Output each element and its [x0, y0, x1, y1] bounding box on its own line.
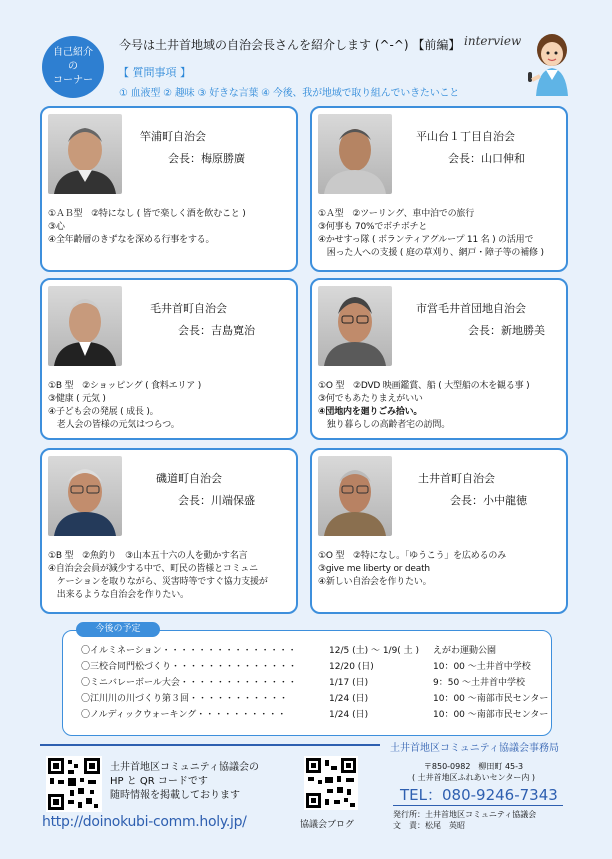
office-name: 土井首地区コミュニティ協議会事務局 [390, 743, 559, 754]
answers [48, 550, 268, 602]
answer-line: ①B 型 ②ショッピング ( 食料エリア ) [48, 381, 202, 391]
schedule-date: 12/5 (土) ～ 1/9( 土 ) [329, 646, 420, 656]
schedule-detail: えがわ運動公園 [433, 646, 497, 656]
telephone-number: TEL：080-9246-7343 [400, 786, 558, 804]
answer-line: ③give me liberty or death [318, 564, 430, 574]
answers [318, 380, 529, 432]
schedule-event: 〇ノルディックウォーキング・・・・・・・・・・ [81, 710, 287, 720]
schedule-date: 1/24 (日) [329, 694, 369, 704]
association-name: 市営毛井首団地自治会 [416, 302, 526, 315]
info-line: 土井首地区コミュニティ協議会の [110, 762, 259, 773]
qr-code-homepage[interactable] [46, 756, 102, 812]
badge-line-1: 自己紹介 [53, 47, 93, 58]
badge-line-2: の [68, 61, 78, 72]
schedule-detail: 10：00 ～南部市民センター [433, 710, 549, 720]
answer-line: ①O 型 ②DVD 映画鑑賞、船 ( 大型船の木を観る事 ) [318, 381, 530, 391]
badge-line-3: コーナー [53, 75, 93, 86]
chairperson: 会長：吉島寛治 [178, 324, 255, 337]
info-line: 随時情報を掲載しております [110, 790, 240, 801]
association-name: 毛井首町自治会 [150, 302, 227, 315]
answers [318, 208, 544, 260]
schedule-box [62, 630, 552, 736]
schedule-date: 1/17 (日) [329, 678, 369, 688]
answer-line: ③何事も 70%でボチボチと [318, 222, 428, 232]
answer-line: ④新しい自治会を作りたい。 [318, 577, 432, 587]
schedule-event: 〇イルミネーション・・・・・・・・・・・・・・・ [81, 646, 297, 656]
answer-line: ④団地内を廻りごみ拾い。 [318, 407, 423, 417]
answers [48, 380, 201, 432]
answer-line: ①B 型 ②魚釣り ③山本五十六の人を動かす名言 [48, 551, 248, 561]
interviewer-illustration [520, 30, 580, 96]
answer-line: ④自治会会員が減少する中で、町民の皆様とコミュニ [48, 564, 258, 574]
questions-title: 【 質問事項 】 [118, 66, 191, 79]
answer-line: ③健康 ( 元気 ) [48, 394, 106, 404]
association-name: 竿浦町自治会 [140, 130, 206, 143]
portrait-photo [48, 286, 122, 366]
answer-line: ④子ども会の発展 ( 成長 )。 [48, 407, 159, 417]
chairperson: 会長：川端保盛 [178, 494, 255, 507]
answer-line: 出来るような自治会を作りたい。 [48, 590, 189, 600]
answer-line: ①Ａ型 ②ツーリング、車中泊での旅行 [318, 209, 474, 219]
answer-line: ④かせすっ隊 ( ボランティアグループ 11 名 ) の活用で [318, 235, 534, 245]
association-name: 平山台１丁目自治会 [416, 130, 515, 143]
portrait-photo [318, 456, 392, 536]
schedule-event: 〇ミニバレーボール大会・・・・・・・・・・・・・ [81, 678, 297, 688]
footer-divider [40, 744, 380, 746]
chairperson: 会長：梅原勝廣 [168, 152, 245, 165]
schedule-date: 12/20 (日) [329, 662, 374, 672]
profile-card-4 [310, 278, 568, 440]
answer-line: ③心 [48, 222, 65, 232]
publisher-info [393, 805, 563, 831]
answers [318, 550, 506, 589]
answer-line: ケーションを取りながら、災害時等ですぐ協力支援が [48, 577, 268, 587]
chairperson: 会長：小中龍徳 [450, 494, 527, 507]
office-address [412, 761, 535, 783]
corner-badge [42, 36, 104, 98]
answer-line: ①ＡＢ型 ②特になし ( 皆で楽しく酒を飲むこと ) [48, 209, 246, 219]
portrait-photo [318, 286, 392, 366]
schedule-date: 1/24 (日) [329, 710, 369, 720]
schedule-dates [329, 643, 419, 723]
schedule-detail: 10：00 ～土井首中学校 [433, 662, 531, 672]
interview-label: interview [464, 34, 522, 48]
portrait-photo [48, 456, 122, 536]
schedule-detail: 9：50 ～土井首中学校 [433, 678, 526, 688]
schedule-events [81, 643, 297, 723]
portrait-photo [48, 114, 122, 194]
questions-list: ① 血液型 ② 趣味 ③ 好きな言葉 ④ 今後、我が地域で取り組んでいきたいこと [119, 88, 460, 99]
profile-card-5 [40, 448, 298, 614]
schedule-event: 〇江川川の川づくり第３回・・・・・・・・・・・ [81, 694, 289, 704]
portrait-photo [318, 114, 392, 194]
profile-card-1 [40, 106, 298, 272]
answer-line: 老人会の皆様の元気はつらつ。 [48, 420, 180, 430]
publisher-line: 発行所：土井首地区コミュニティ協議会 [393, 810, 537, 819]
page-headline: 今号は土井首地域の自治会長さんを紹介します (^-^) 【前編】 [119, 38, 461, 52]
schedule-title: 今後の予定 [76, 622, 160, 637]
address-line: 〒850-0982 柳田町 45-3 [423, 762, 524, 771]
schedule-event: 〇三校合同門松づくり・・・・・・・・・・・・・・ [81, 662, 298, 672]
homepage-info [110, 761, 259, 803]
profile-card-6 [310, 448, 568, 614]
publisher-line: 文 責：松尾 英昭 [393, 821, 465, 830]
schedule-detail: 10：00 ～南部市民センター [433, 694, 549, 704]
answer-line: 困った人への支援 ( 庭の草刈り、網戸・障子等の補修 ) [318, 248, 544, 258]
chairperson: 会長：新地勝美 [468, 324, 545, 337]
answer-line: ④全年齢層のきずなを深める行事をする。 [48, 235, 215, 245]
answers [48, 208, 246, 247]
address-line: ( 土井首地区ふれあいセンター内 ) [412, 773, 536, 782]
homepage-url-link[interactable]: http://doinokubi-comm.holy.jp/ [42, 814, 247, 830]
schedule-details [433, 643, 548, 723]
association-name: 土井首町自治会 [418, 472, 495, 485]
chairperson: 会長：山口伸和 [448, 152, 525, 165]
profile-card-3 [40, 278, 298, 440]
answer-line: ①O 型 ②特になし。「ゆうこう」を広めるのみ [318, 551, 506, 561]
answer-line: 独り暮らしの高齢者宅の訪問。 [318, 420, 451, 430]
answer-line: ③何でもあたりまえがいい [318, 394, 423, 404]
qr-code-blog[interactable] [304, 756, 358, 810]
profile-card-2 [310, 106, 568, 272]
info-line: HP と QR コードです [110, 776, 208, 787]
blog-label: 協議会ブログ [300, 820, 355, 830]
association-name: 磯道町自治会 [156, 472, 222, 485]
